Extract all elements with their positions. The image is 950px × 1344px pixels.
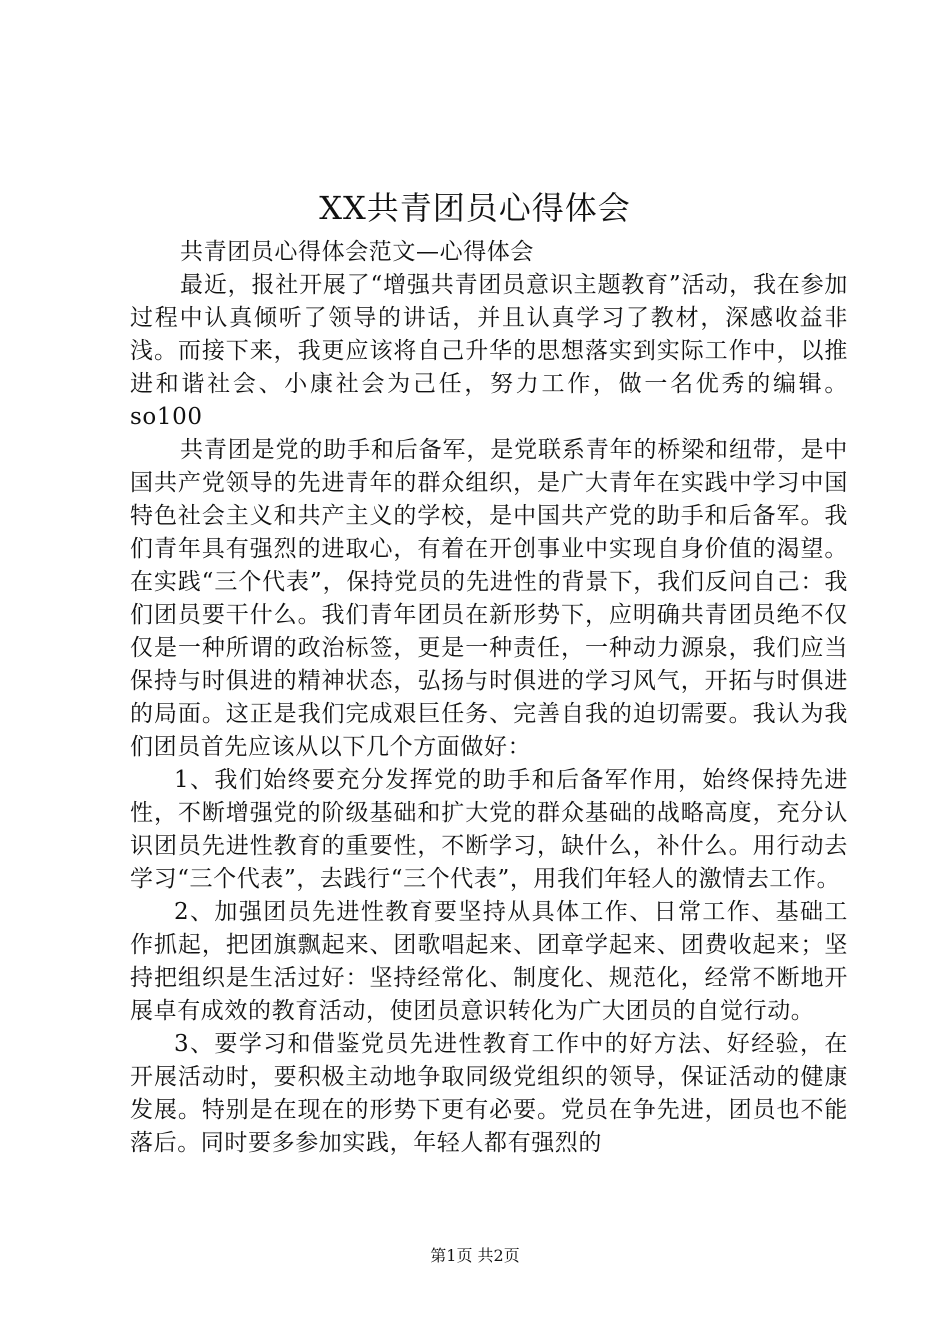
subtitle-paragraph: 共青团员心得体会范文—心得体会 [180,239,534,265]
intro-paragraph: 最近，报社开展了“增强共青团员意识主题教育”活动，我在参加过程中认真倾听了领导的讲话，并且认真学习了教材，深感收益非浅。而接下来，我更应该将自己升华的思想落实到实际工作中，以推进和谐社会、小康社会为己任，努力工作，做一名优秀的编辑。so100 [130,272,848,430]
list-item-3: 3、要学习和借鉴党员先进性教育工作中的好方法、好经验，在开展活动时，要积极主动地争取同级党组织的领导，保证活动的健康发展。特别是在现在的形势下更有必要。党员在争先进，团员也不能落后。同时要多参加实践，年轻人都有强烈的 [130,1031,848,1156]
list-item-2: 2、加强团员先进性教育要坚持从具体工作、日常工作、基础工作抓起，把团旗飘起来、团歌唱起来、团章学起来、团费收起来；坚持把组织是生活过好：坚持经常化、制度化、规范化，经常不断地开展卓有成效的教育活动，使团员意识转化为广大团员的自觉行动。 [130,899,848,1024]
document-title: XX共青团员心得体会 [319,189,631,227]
body-paragraph: 共青团是党的助手和后备军，是党联系青年的桥梁和纽带，是中国共产党领导的先进青年的群众组织，是广大青年在实践中学习中国特色社会主义和共产主义的学校，是中国共产党的助手和后备军。我们青年具有强烈的进取心，有着在开创事业中实现自身价值的渴望。在实践“三个代表”，保持党员的先进性的背景下，我们反问自己：我们团员要干什么。我们青年团员在新形势下，应明确共青团员绝不仅仅是一种所谓的政治标签，更是一种责任，一种动力源泉，我们应当保持与时俱进的精神状态，弘扬与时俱进的学习风气，开拓与时俱进的局面。这正是我们完成艰巨任务、完善自我的迫切需要。我认为我们团员首先应该从以下几个方面做好： [130,437,848,760]
page-footer: 第1页 共2页 [430,1246,520,1265]
list-item-1: 1、我们始终要充分发挥党的助手和后备军作用，始终保持先进性，不断增强党的阶级基础和扩大党的群众基础的战略高度，充分认识团员先进性教育的重要性，不断学习，缺什么，补什么。用行动去学习“三个代表”，去践行“三个代表”，用我们年轻人的激情去工作。 [130,767,848,892]
document-body [130,236,848,1160]
